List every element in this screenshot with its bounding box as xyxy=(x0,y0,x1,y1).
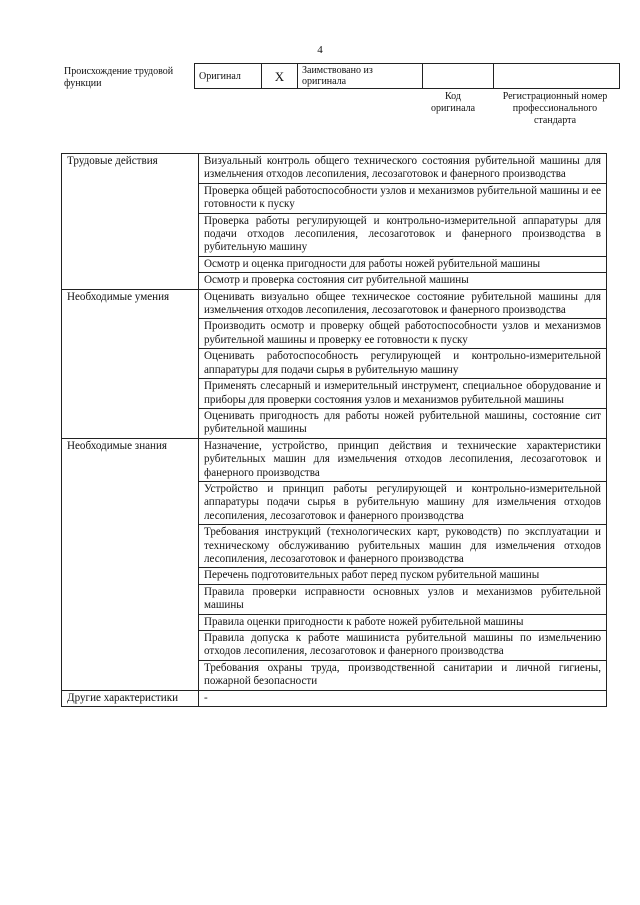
table-row xyxy=(62,438,607,481)
table-row xyxy=(62,289,607,319)
origin-label: Происхождение трудовой функции xyxy=(64,66,174,89)
section-item: Перечень подготовительных работ перед пуском рубительной машины xyxy=(199,568,607,584)
section-item: Правила допуска к работе машиниста рубительной машины по измельчению отходов лесопиления, лесозаготовок и фанерного производства xyxy=(199,631,607,661)
page-number: 4 xyxy=(317,44,323,56)
section-label-required-knowledge: Необходимые знания xyxy=(62,438,199,690)
labor-function-table xyxy=(61,153,607,707)
section-label-other-characteristics: Другие характеристики xyxy=(62,690,199,706)
borrowed-label: Заимствовано из оригинала xyxy=(298,64,423,89)
registration-number-cell xyxy=(494,64,620,89)
section-item: Оценивать пригодность для работы ножей рубительной машины, состояние сит рубительной машины xyxy=(199,408,607,438)
section-label-required-skills: Необходимые умения xyxy=(62,289,199,438)
section-item: Оценивать визуально общее техническое состояние рубительной машины для измельчения отходов лесопиления, лесозаготовок и фанерного производства xyxy=(199,289,607,319)
section-item: Осмотр и оценка пригодности для работы ножей рубительной машины xyxy=(199,256,607,272)
registration-caption: Регистрационный номер профессионального стандарта xyxy=(502,91,608,126)
section-item: Правила оценки пригодности к работе ножей рубительной машины xyxy=(199,614,607,630)
table-row xyxy=(62,154,607,184)
section-item: Правила проверки исправности основных узлов и механизмов рубительной машины xyxy=(199,584,607,614)
table-row xyxy=(62,690,607,706)
code-caption: Код оригинала xyxy=(430,91,476,114)
section-item: Применять слесарный и измерительный инструмент, специальное оборудование и приборы для проверки состояния узлов и механизмов рубительной машины xyxy=(199,379,607,409)
section-item: - xyxy=(199,690,607,706)
origin-table xyxy=(194,63,620,89)
section-item: Визуальный контроль общего технического состояния рубительной машины для измельчения отходов лесопиления, лесозаготовок и фанерного производства xyxy=(199,154,607,184)
original-code-cell xyxy=(423,64,494,89)
section-item: Оценивать работоспособность регулирующей и контрольно-измерительной аппаратуры для подачи сырья в рубительную машину xyxy=(199,349,607,379)
section-item: Проверка общей работоспособности узлов и механизмов рубительной машины и ее готовности к пуску xyxy=(199,183,607,213)
section-label-labor-actions: Трудовые действия xyxy=(62,154,199,290)
original-mark: X xyxy=(262,64,298,89)
section-item: Проверка работы регулирующей и контрольно-измерительной аппаратуры для подачи отходов лесопиления, лесозаготовок и фанерного производства в рубительную машину xyxy=(199,213,607,256)
section-item: Требования инструкций (технологических карт, руководств) по эксплуатации и техническому обслуживанию рубительных машин для измельчения отходов лесопиления, лесозаготовок и фанерного производства xyxy=(199,525,607,568)
section-item: Назначение, устройство, принцип действия и технические характеристики рубительных машин для измельчения отходов лесопиления, лесозаготовок и фанерного производства xyxy=(199,438,607,481)
section-item: Осмотр и проверка состояния сит рубительной машины xyxy=(199,273,607,289)
section-item: Устройство и принцип работы регулирующей и контрольно-измерительной аппаратуры подачи сырья в рубительную машину для измельчения отходов лесопиления, лесозаготовок и фанерного производства xyxy=(199,481,607,524)
section-item: Производить осмотр и проверку общей работоспособности узлов и механизмов рубительной машины и проверку ее готовности к пуску xyxy=(199,319,607,349)
section-item: Требования охраны труда, производственной санитарии и личной гигиены, пожарной безопасности xyxy=(199,660,607,690)
original-label: Оригинал xyxy=(195,64,262,89)
